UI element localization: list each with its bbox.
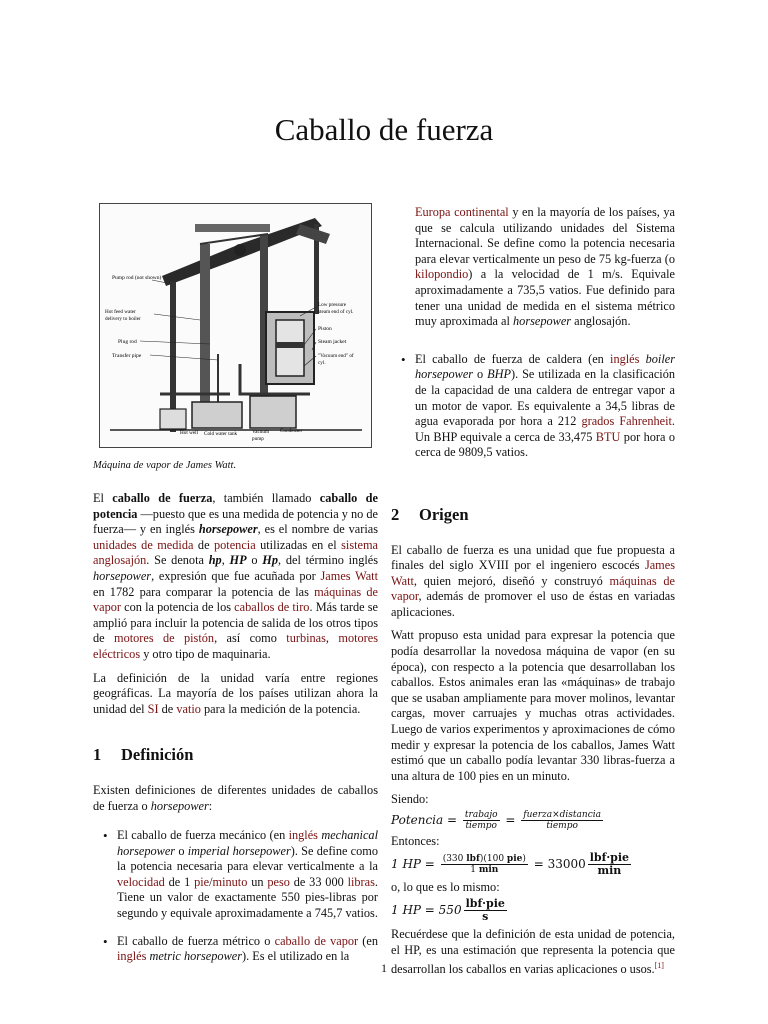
link-libras[interactable]: libras: [347, 874, 375, 889]
link-james-watt-2[interactable]: James Watt: [391, 558, 675, 588]
siendo-label: Siendo:: [391, 792, 429, 807]
label-cyl: cyl.: [318, 360, 326, 366]
link-vatio[interactable]: vatio: [176, 701, 201, 716]
label-hot-feed: Hot feed water: [105, 309, 136, 315]
formula-hp-derivation: 1 HP = $\frac{\text{(330 lbf)(100 pie)}}{1 \min}$ = 33000 $\frac{\text{lbf·pie}}{\min}$: [391, 850, 630, 877]
label-cold-tank: Cold water tank: [204, 431, 238, 437]
mismo-label: o, lo que es lo mismo:: [391, 879, 500, 894]
list-item: • El caballo de fuerza métrico o caballo de vapor (en inglés metric horsepower). Es el utilizado en la: [93, 934, 378, 965]
list-item: • El caballo de fuerza de caldera (en inglés boiler horsepower o BHP). Se utilizada en la clasificación de la capacidad de una caldera de entregar vapor a un motor de vapor. Es equivalente a 34,5 libras de agua evaporada por hora a 212 grados Fahrenheit. Un BHP equivale a cerca de 33,475 BTU por hora o cerca de 9809,5 vatios.: [391, 352, 675, 461]
page-title: Caballo de fuerza: [274, 112, 494, 147]
link-motores-electricos[interactable]: motores eléctricos: [93, 631, 378, 661]
link-sistema-anglosajon[interactable]: sistema anglosajón: [93, 537, 379, 568]
label-vacuum-pump-1: Vacuum: [252, 429, 269, 435]
intro-paragraph: El caballo de fuerza, también llamado caballo de potencia —puesto que es una medida de potencia y no de fuerza— y en inglés horsepower, es el nombre de varias unidades de medida de potencia utilizadas en el sistema anglosajón. Se denota hp, HP o Hp, del término inglés horsepower, expresión que fue acuñada por James Watt en 1782 para comparar la potencia de las máquinas de vapor con la potencia de los caballos de tiro. Más tarde se amplió para incluir la potencia de salida de los otros tipos de motores de pistón, así como turbinas, motores eléctricos y otro tipo de maquinaria.: [93, 491, 379, 661]
section-heading-definicion: 1 Definición: [93, 745, 194, 765]
link-minuto[interactable]: minuto: [212, 874, 248, 889]
definition-list-continued: [391, 352, 675, 461]
link-unidades-de-medida[interactable]: unidades de medida: [93, 537, 194, 552]
link-grados-fahrenheit[interactable]: grados Fahrenheit: [581, 414, 672, 429]
section-heading-origen: 2 Origen: [391, 504, 469, 524]
link-james-watt[interactable]: James Watt: [320, 568, 378, 583]
steam-engine-figure: [99, 203, 372, 448]
link-ingles-2[interactable]: inglés: [117, 949, 147, 964]
label-hot-well: Hot well: [180, 430, 199, 436]
link-europa-continental[interactable]: Europa continental: [415, 205, 509, 219]
steam-engine-diagram: [100, 204, 371, 447]
link-velocidad[interactable]: velocidad: [117, 874, 165, 889]
label-pump-rod: Pump rod (not shown): [112, 275, 162, 281]
label-delivery: delivery to boiler: [105, 316, 141, 322]
link-peso[interactable]: peso: [267, 874, 290, 889]
link-kilopondio[interactable]: kilopondio: [415, 267, 469, 282]
reference-link[interactable]: [1]: [654, 961, 664, 971]
label-vacuum-pump-2: pump: [252, 436, 264, 442]
link-btu[interactable]: BTU: [595, 429, 621, 444]
label-plug-rod: Plug rod: [118, 339, 137, 345]
regions-paragraph: La definición de la unidad varía entre regiones geográficas. La mayoría de los países utilizan ahora la unidad del SI de vatio para la medición de la potencia.: [93, 670, 378, 716]
formula-potencia: Potencia = $\frac{\text{trabajo}}{\text{tiempo}}$ = $\frac{\text{fuerza×distancia}}{\text{tiempo}}$: [391, 810, 601, 831]
link-ingles[interactable]: inglés: [288, 828, 318, 843]
entonces-label: Entonces:: [391, 834, 440, 848]
definition-intro: Existen definiciones de diferentes unidades de caballos de fuerza o horsepower:: [93, 782, 378, 813]
link-motores-de-piston[interactable]: motores de pistón: [114, 631, 215, 646]
link-caballo-de-vapor[interactable]: caballo de vapor: [274, 933, 359, 948]
link-si[interactable]: SI: [147, 701, 159, 716]
label-vacuum-end: "Vacuum end" of: [318, 353, 354, 359]
link-turbinas[interactable]: turbinas: [286, 631, 326, 646]
link-maquinas-de-vapor[interactable]: máquinas de vapor: [93, 584, 378, 615]
formula-hp-550: 1 HP = 550 $\frac{\text{lbf·pie}}{s}$: [391, 897, 505, 924]
label-condenser: Condenser: [280, 428, 303, 434]
continued-bullet-text: Europa continental y en la mayoría de los países, ya que se calcula utilizando unidades del Sistema Internacional. Se define como la potencia necesaria para elevar verticalmente un peso de 75 kg-fuerza (o kilopondio) a la velocidad de 1 m/s. Equivale aproximadamente a 735,5 vatios. Fue definido para tener una unidad de medida en el sistema métrico muy aproximada al horsepower anglosajón.: [415, 205, 676, 329]
label-steam-jacket: Steam jacket: [318, 339, 347, 345]
list-item: • El caballo de fuerza mecánico (en inglés mechanical horsepower o imperial horsepower). Se define como la potencia necesaria para elevar verticalmente a la velocidad de 1 pie/minuto un peso de 33 000 libras. Tiene un valor de exactamente 550 pies-libras por segundo y equivale aproximadamente a 745,7 vatios.: [93, 828, 378, 922]
link-potencia[interactable]: potencia: [214, 537, 256, 552]
definition-list: [93, 828, 378, 965]
label-transfer-pipe: Transfer pipe: [112, 353, 142, 359]
label-piston: Piston: [318, 326, 332, 332]
link-pie[interactable]: pie: [194, 874, 210, 889]
label-steam-end: steam end of cyl.: [318, 309, 354, 315]
left-column: [93, 491, 378, 965]
label-low-pressure: Low pressure: [318, 302, 347, 308]
origen-paragraph-1: El caballo de fuerza es una unidad que fue propuesta a finales del siglo XVIII por el ingeniero escocés James Watt, quien mejoró, diseñó y construyó máquinas de vapor, además de promover el uso de éstas en variadas aplicaciones.: [391, 542, 676, 619]
link-caballos-de-tiro[interactable]: caballos de tiro: [234, 600, 310, 615]
page-number: 1: [381, 961, 387, 975]
final-paragraph: Recuérdese que la definición de esta unidad de potencia, el HP, es una estimación que representa la potencia que desarrollan los caballos en varias aplicaciones o usos.[1]: [391, 927, 675, 977]
origen-paragraph-2: Watt propuso esta unidad para expresar la potencia que podía desarrollar la novedosa máquina de vapor (en su época), con respecto a la potencia que desarrollaban los caballos. Estos animales eran las «máquinas» de trabajo que se usaban ampliamente para mover molinos, levantar cargas, mover carruajes y muchas otras actividades. Luego de varios experimentos y aproximaciones de cómo medir y expresar la potencia de los caballos, James Watt estimó que un caballo podía levantar 330 libras-fuerza a una altura de 100 pies en un minuto.: [391, 628, 675, 783]
link-maquinas-de-vapor-2[interactable]: máquinas de vapor: [391, 573, 676, 604]
link-ingles-3[interactable]: inglés: [610, 351, 640, 366]
figure-caption: Máquina de vapor de James Watt.: [93, 460, 237, 471]
right-column: [391, 205, 675, 986]
